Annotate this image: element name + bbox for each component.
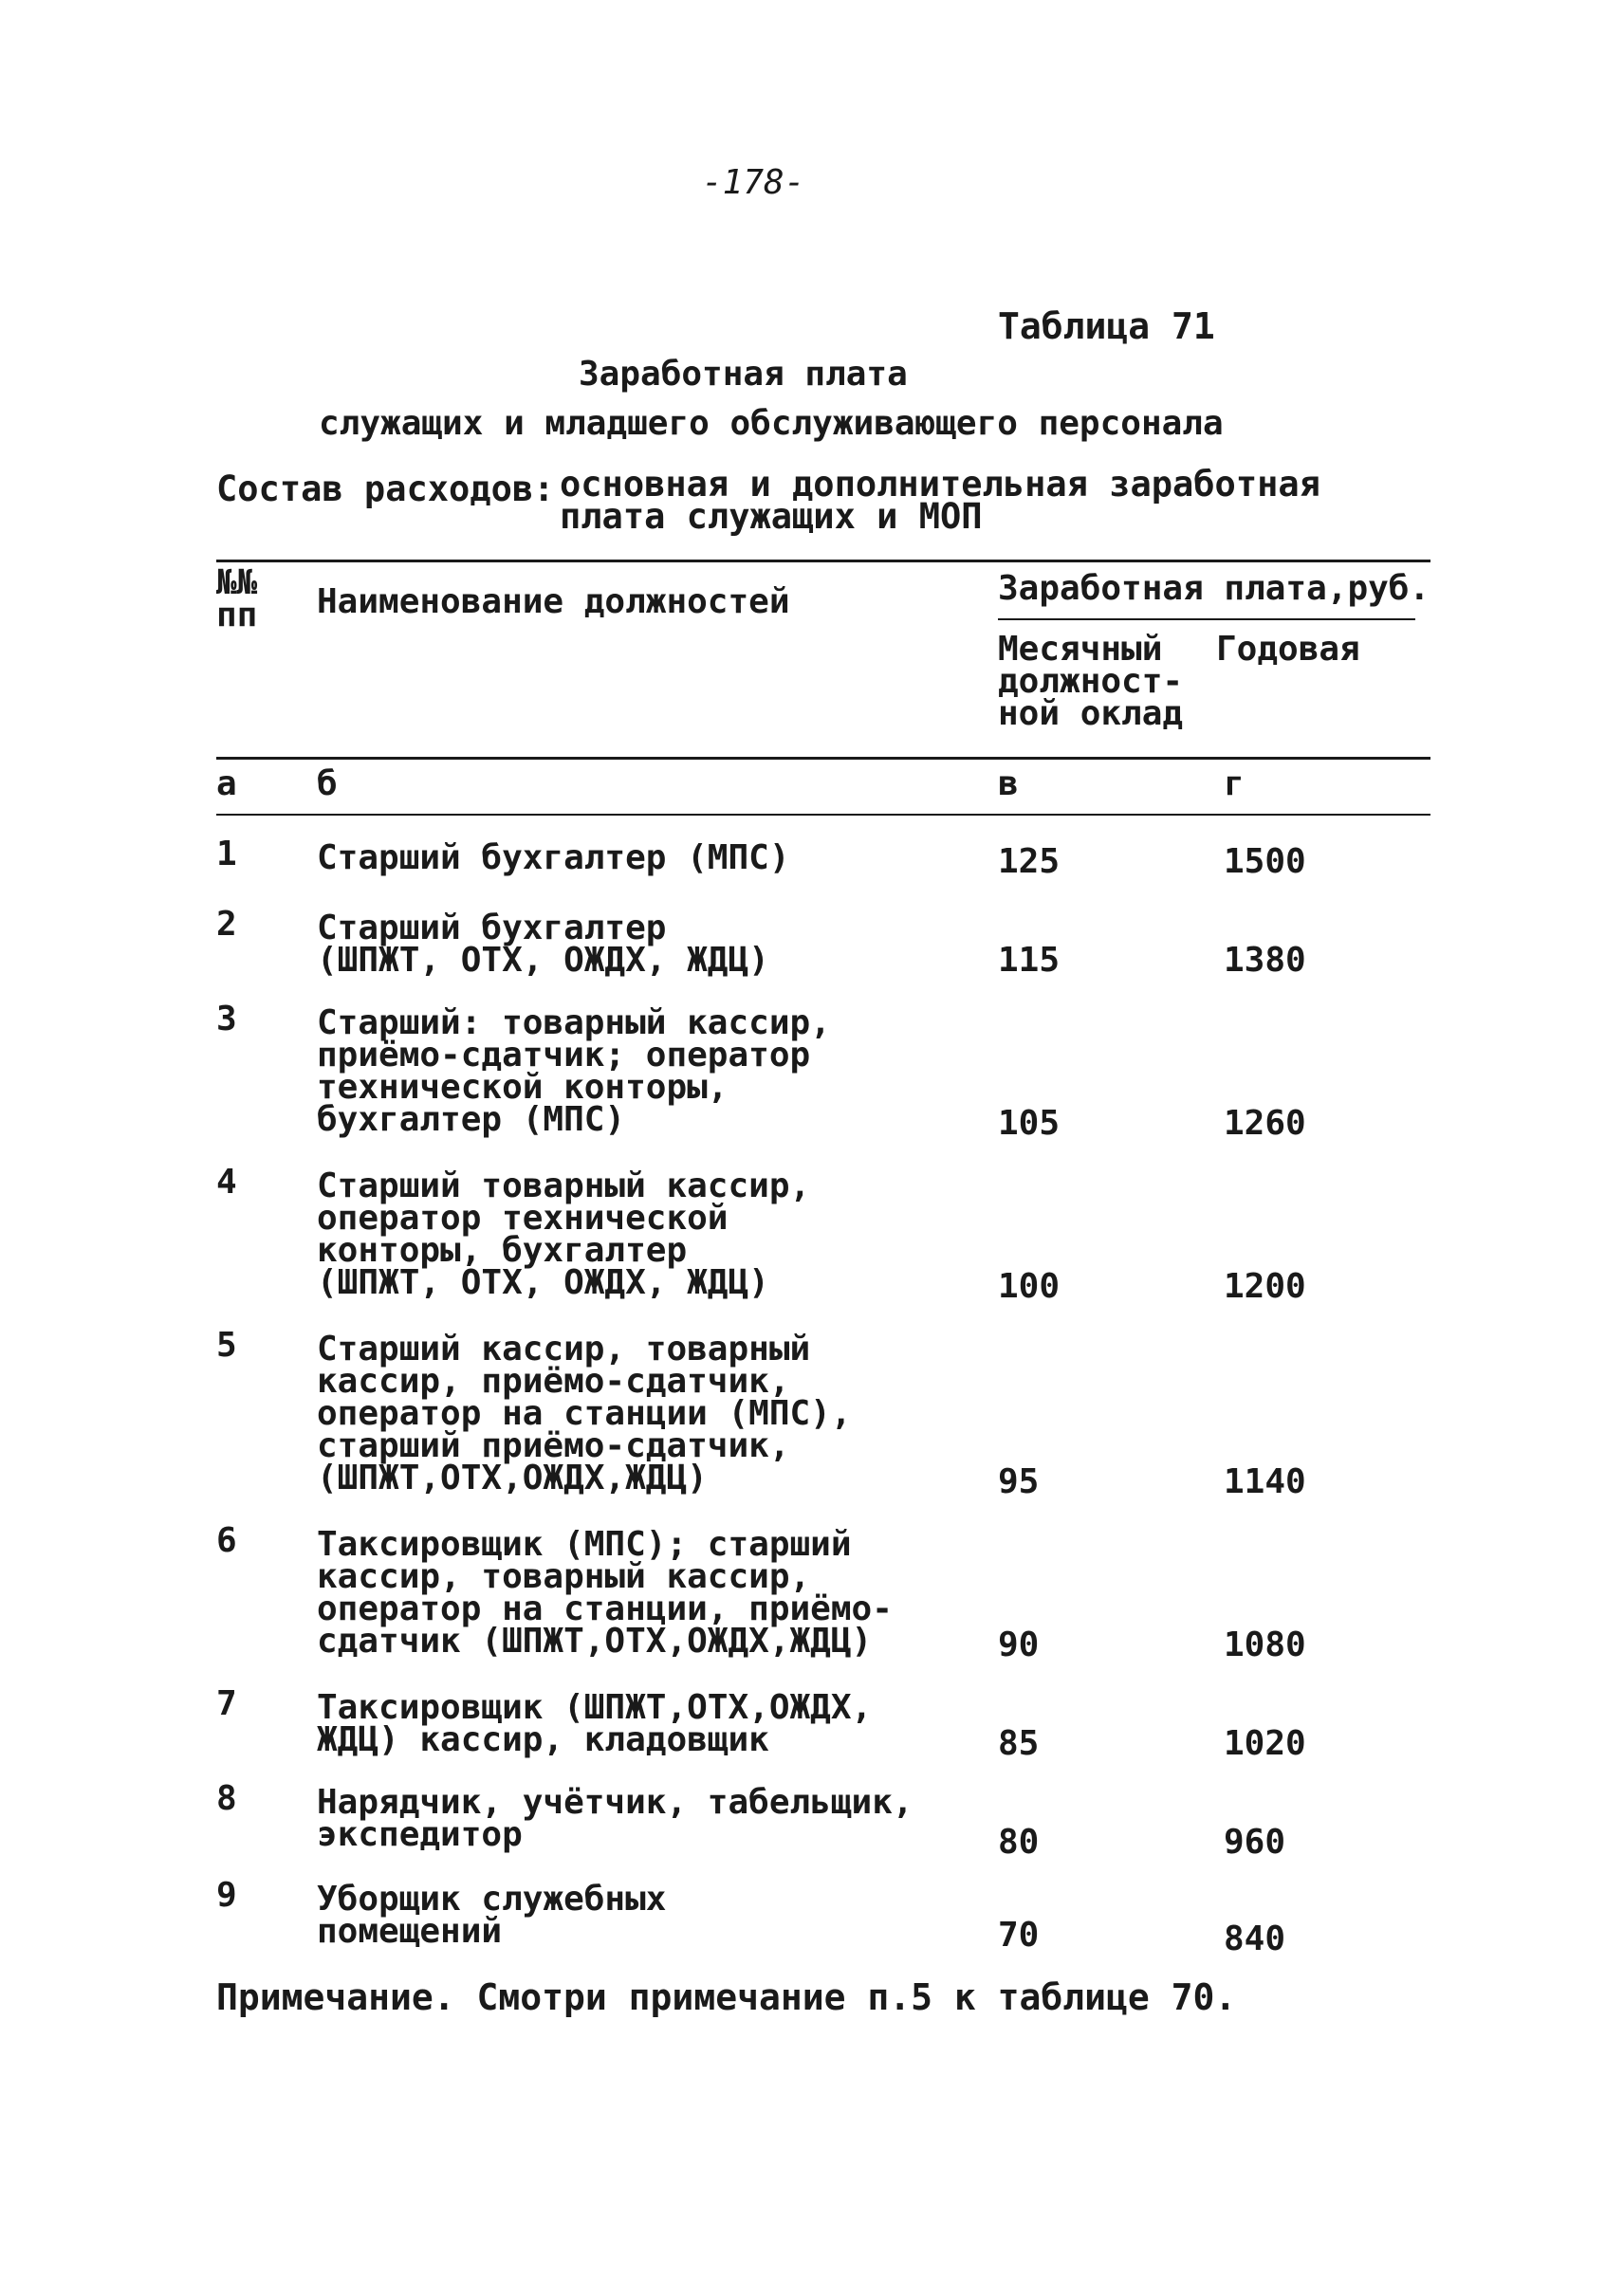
column-letter-b: б [317, 764, 338, 803]
header-bottom-rule [216, 757, 1430, 760]
header-monthly: Месячный должност- ной оклад [998, 630, 1184, 733]
header-name: Наименование должностей [317, 582, 790, 621]
table-row-annual: 1260 [1224, 1104, 1306, 1143]
table-row-name: Нарядчик, учётчик, табельщик, экспедитор [317, 1783, 914, 1854]
table-row-num: 7 [216, 1684, 237, 1723]
table-row-annual: 960 [1224, 1823, 1286, 1862]
table-row-num: 2 [216, 905, 237, 944]
composition-label: Состав расходов: [216, 468, 555, 509]
table-row-annual: 1380 [1224, 941, 1306, 980]
table-row-name: Уборщик служебных помещений [317, 1880, 667, 1951]
table-row-num: 1 [216, 835, 237, 873]
table-row-monthly: 115 [998, 941, 1061, 980]
table-note: Примечание. Смотри примечание п.5 к таблице 70. [216, 1976, 1237, 2018]
table-row-annual: 840 [1224, 1919, 1286, 1958]
table-row-annual: 1200 [1224, 1267, 1306, 1306]
table-row-monthly: 125 [998, 842, 1061, 881]
table-row-annual: 1020 [1224, 1724, 1306, 1763]
page-number: -178- [702, 163, 805, 202]
table-title-line1: Заработная плата [579, 355, 908, 394]
column-letter-a: а [216, 764, 237, 803]
table-row-num: 8 [216, 1779, 237, 1818]
table-row-monthly: 85 [998, 1724, 1040, 1763]
table-row-annual: 1140 [1224, 1462, 1306, 1501]
header-num: №№ пп [216, 563, 258, 634]
table-row-name: Старший: товарный кассир, приёмо-сдатчик; оператор технической конторы, бухгалтер (МПС) [317, 1003, 831, 1139]
table-row-num: 5 [216, 1326, 237, 1365]
table-label: Таблица 71 [998, 305, 1215, 347]
column-letter-g: г [1224, 764, 1245, 803]
table-row-name: Старший бухгалтер (ШПЖТ, ОТХ, ОЖДХ, ЖДЦ) [317, 909, 769, 980]
table-row-monthly: 80 [998, 1823, 1040, 1862]
table-row-name: Старший товарный кассир, оператор технической конторы, бухгалтер (ШПЖТ, ОТХ, ОЖДХ, ЖДЦ) [317, 1166, 811, 1302]
table-row-monthly: 95 [998, 1462, 1040, 1501]
header-annual: Годовая [1216, 630, 1360, 669]
table-row-name: Старший кассир, товарный кассир, приёмо-сдатчик, оператор на станции (МПС), старший приёмо-сдатчик, (ШПЖТ,ОТХ,ОЖДХ,ЖДЦ) [317, 1330, 852, 1497]
table-row-name: Старший бухгалтер (МПС) [317, 838, 790, 877]
column-letter-v: в [998, 764, 1019, 803]
table-row-monthly: 100 [998, 1267, 1061, 1306]
table-row-name: Таксировщик (ШПЖТ,ОТХ,ОЖДХ, ЖДЦ) кассир, кладовщик [317, 1688, 873, 1759]
header-salary-group: Заработная плата,руб. [998, 569, 1430, 608]
table-row-annual: 1500 [1224, 842, 1306, 881]
table-row-monthly: 70 [998, 1916, 1040, 1955]
table-row-num: 3 [216, 1000, 237, 1038]
table-row-name: Таксировщик (МПС); старший кассир, товарный кассир, оператор на станции, приёмо- сдатчик (ШПЖТ,ОТХ,ОЖДХ,ЖДЦ) [317, 1525, 893, 1661]
composition-text: основная и дополнительная заработная плата служащих и МОП [560, 464, 1320, 537]
table-title-line2: служащих и младшего обслуживающего персонала [319, 404, 1224, 443]
table-row-monthly: 105 [998, 1104, 1061, 1143]
table-top-rule [216, 560, 1430, 562]
table-row-num: 9 [216, 1876, 237, 1915]
letters-bottom-rule [216, 814, 1430, 816]
table-row-annual: 1080 [1224, 1626, 1306, 1664]
salary-group-rule [998, 618, 1415, 620]
table-row-monthly: 90 [998, 1626, 1040, 1664]
table-row-num: 4 [216, 1163, 237, 1202]
table-row-num: 6 [216, 1521, 237, 1560]
